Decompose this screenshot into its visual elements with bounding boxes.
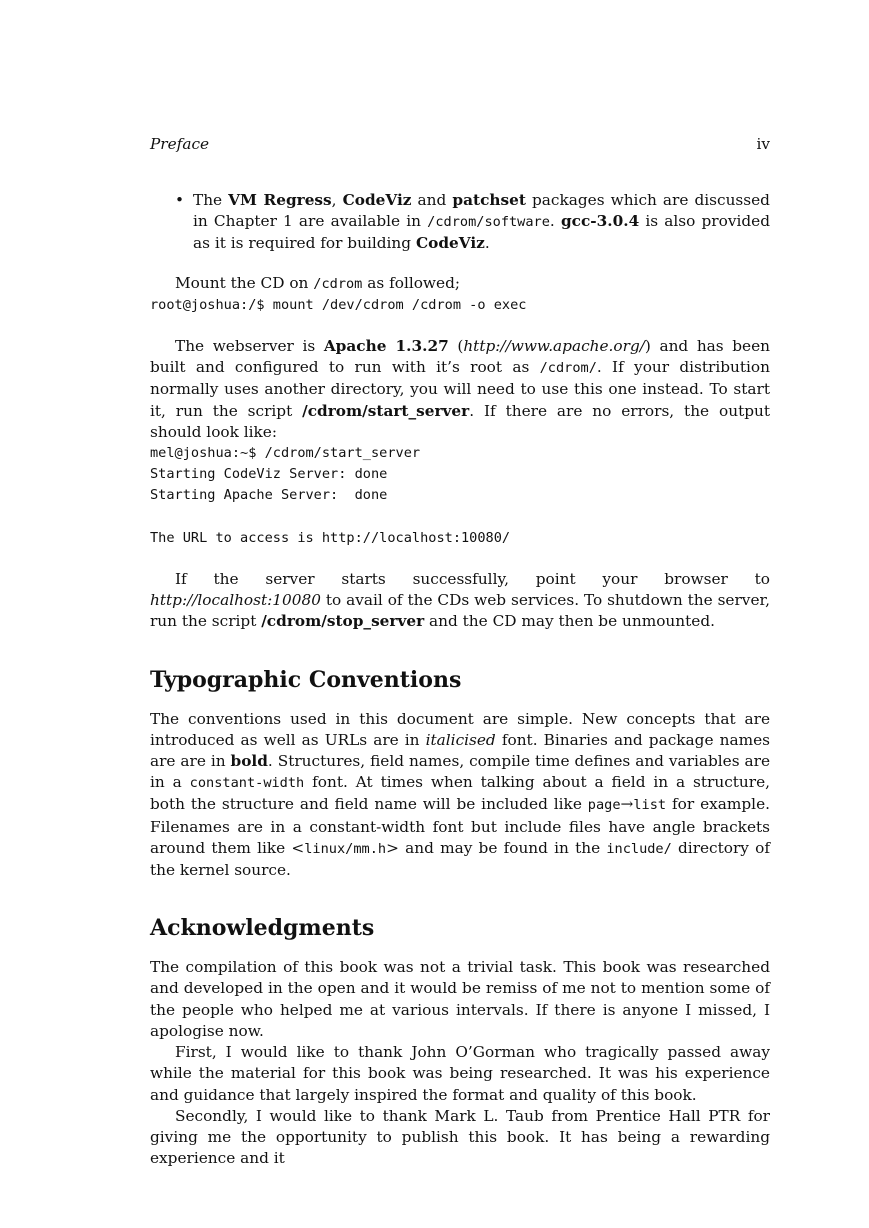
- text-run: The conventions used in this document are simple. New concepts that are introduced as well as URLs are in: [150, 709, 770, 749]
- running-head: [150, 134, 770, 156]
- text-run: . If your distribution normally uses another directory, you will need to use this one instead. To start it, run the script: [150, 358, 770, 420]
- angle-bracket: >: [386, 838, 399, 857]
- typographic-conventions-paragraph: [150, 709, 770, 882]
- text-run: .: [549, 212, 561, 231]
- arrow-icon: →: [620, 795, 634, 814]
- text-run: and may be found in the: [398, 838, 607, 857]
- package-name: CodeViz: [342, 191, 412, 209]
- text-run: .: [484, 234, 490, 253]
- field-name: list: [633, 797, 667, 814]
- acknowledgments-paragraph: First, I would like to thank John O’Gorman who tragically passed away while the material for this book was being researched. It was his experience and guidance that largely inspired the format and quality of this book.: [150, 1043, 770, 1104]
- running-head-title: Preface: [150, 135, 210, 153]
- document-page: [150, 134, 770, 1169]
- path-text: /cdrom: [313, 275, 363, 292]
- mount-paragraph: [150, 273, 770, 295]
- software-name: Apache 1.3.27: [323, 337, 449, 356]
- text-run: font. At times when talking about a field in a structure, both the structure and field name will be included like: [150, 773, 770, 814]
- text-run: as followed;: [362, 273, 461, 292]
- package-name: patchset: [452, 191, 526, 209]
- text-run: packages which are discussed in Chapter 1 are available in: [193, 191, 770, 231]
- text-run: The webserver is: [175, 337, 324, 356]
- text-run: and: [411, 191, 453, 209]
- url-text: http://localhost:10080: [150, 591, 321, 610]
- start-server-output-block: mel@joshua:~$ /cdrom/start_server Starting CodeViz Server: done Starting Apache Server: done The URL to access is http://localhost:10080/: [150, 445, 511, 546]
- text-run: If the server starts successfully, point your browser to: [175, 570, 770, 589]
- text-run: (: [448, 337, 464, 356]
- acknowledgments-paragraph: Secondly, I would like to thank Mark L. Taub from Prentice Hall PTR for giving me the opportunity to publish this book. It has being a rewarding experience and it: [150, 1106, 770, 1168]
- text-run: to avail of the CDs web services. To shutdown the server, run the script: [150, 591, 770, 631]
- bullet-icon: •: [175, 191, 185, 209]
- angle-bracket: <: [291, 838, 305, 857]
- text-run: . If there are no errors, the output should look like:: [150, 401, 771, 441]
- path-text: include/: [606, 840, 672, 857]
- section-heading-typographic-conventions: Typographic Conventions: [150, 666, 462, 693]
- text-run: ,: [331, 191, 343, 209]
- text-run: font. Binaries and package names are are in: [150, 730, 770, 771]
- acknowledgments-paragraph: The compilation of this book was not a trivial task. This book was researched and developed in the open and it would be remiss of me not to mention some of the people who helped me at various intervals. If there is anyone I missed, I apologise now.: [150, 958, 770, 1040]
- path-text: /cdrom/software: [427, 214, 550, 231]
- package-name: CodeViz: [415, 234, 485, 253]
- script-name: /cdrom/stop_server: [261, 612, 425, 631]
- text-run: . Structures, field names, compile time defines and variables are in a: [150, 752, 770, 792]
- webserver-paragraph: [150, 336, 770, 443]
- bold-example: bold: [230, 752, 268, 771]
- path-text: /cdrom/: [539, 360, 597, 377]
- text-run: and the CD may then be unmounted.: [424, 612, 715, 631]
- text-run: ) and has been built and configured to run with it’s root as: [150, 337, 770, 377]
- include-file-name: linux/mm.h: [304, 840, 387, 857]
- script-name: /cdrom/start_server: [302, 401, 470, 420]
- italic-example: italicised: [425, 730, 496, 749]
- text-run: for example. Filenames are in a constant-width font but include files have angle brackets around them like: [150, 795, 770, 857]
- text-run: is also provided as it is required for building: [193, 212, 770, 253]
- text-run: Mount the CD on: [175, 273, 314, 292]
- package-name: VM Regress: [228, 191, 332, 209]
- server-success-paragraph: [150, 569, 770, 633]
- section-heading-acknowledgments: Acknowledgments: [150, 915, 375, 942]
- text-run: The: [193, 191, 229, 209]
- url-text: http://www.apache.org/: [463, 337, 645, 356]
- bullet-list-item: [150, 190, 770, 255]
- mount-command-block: root@joshua:/$ mount /dev/cdrom /cdrom -o exec: [150, 296, 527, 313]
- mono-example: constant-width: [189, 775, 305, 792]
- bullet-paragraph: [193, 190, 770, 255]
- package-name: gcc-3.0.4: [560, 212, 640, 231]
- text-run: directory of the kernel source.: [150, 838, 771, 880]
- struct-name: page: [587, 797, 621, 814]
- page-number: iv: [756, 135, 770, 153]
